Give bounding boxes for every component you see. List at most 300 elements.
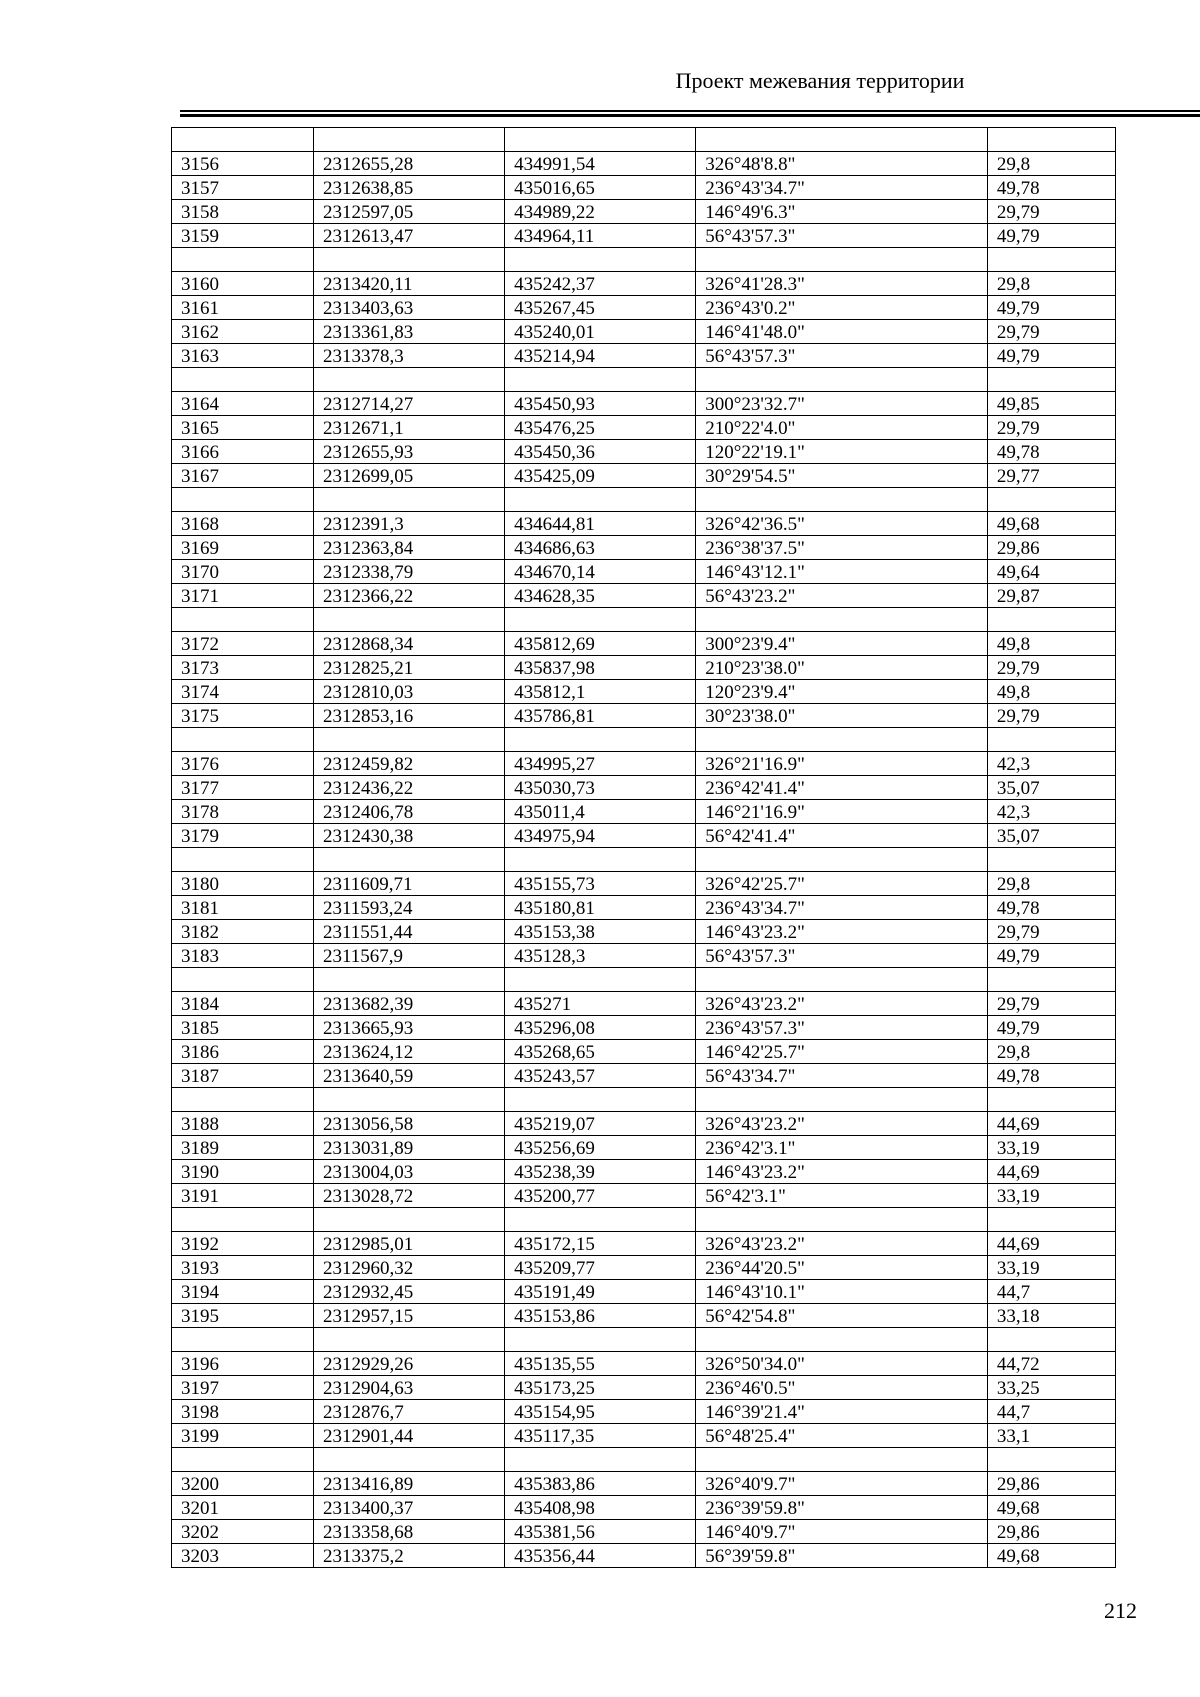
point-number-cell: 3194	[172, 1280, 314, 1304]
x-coordinate-cell: 2313056,58	[314, 1112, 505, 1136]
distance-cell: 49,64	[987, 560, 1115, 584]
empty-cell	[987, 488, 1115, 512]
y-coordinate-cell: 435030,73	[505, 776, 696, 800]
x-coordinate-cell: 2312655,28	[314, 152, 505, 176]
y-coordinate-cell: 435356,44	[505, 1544, 696, 1568]
bearing-cell: 146°43'10.1"	[696, 1280, 988, 1304]
distance-cell: 29,77	[987, 464, 1115, 488]
empty-cell	[172, 728, 314, 752]
point-number-cell: 3167	[172, 464, 314, 488]
distance-cell: 49,79	[987, 944, 1115, 968]
point-number-cell: 3157	[172, 176, 314, 200]
x-coordinate-cell: 2312391,3	[314, 512, 505, 536]
table-row	[172, 752, 1116, 776]
bearing-cell: 146°40'9.7"	[696, 1520, 988, 1544]
x-coordinate-cell: 2312714,27	[314, 392, 505, 416]
table-row	[172, 704, 1116, 728]
table-row	[172, 1400, 1116, 1424]
table-row	[172, 1136, 1116, 1160]
y-coordinate-cell: 435011,4	[505, 800, 696, 824]
point-number-cell: 3171	[172, 584, 314, 608]
x-coordinate-cell: 2313665,93	[314, 1016, 505, 1040]
table-row	[172, 1520, 1116, 1544]
empty-cell	[172, 128, 314, 152]
table-row	[172, 1280, 1116, 1304]
x-coordinate-cell: 2313031,89	[314, 1136, 505, 1160]
distance-cell: 49,68	[987, 1544, 1115, 1568]
y-coordinate-cell: 435812,1	[505, 680, 696, 704]
point-number-cell: 3186	[172, 1040, 314, 1064]
y-coordinate-cell: 435267,45	[505, 296, 696, 320]
distance-cell: 44,7	[987, 1400, 1115, 1424]
x-coordinate-cell: 2312810,03	[314, 680, 505, 704]
table-row	[172, 1472, 1116, 1496]
empty-cell	[505, 1088, 696, 1112]
point-number-cell: 3176	[172, 752, 314, 776]
distance-cell: 29,79	[987, 200, 1115, 224]
point-number-cell: 3200	[172, 1472, 314, 1496]
distance-cell: 29,79	[987, 704, 1115, 728]
point-number-cell: 3179	[172, 824, 314, 848]
empty-cell	[987, 848, 1115, 872]
x-coordinate-cell: 2312436,22	[314, 776, 505, 800]
table-row	[172, 512, 1116, 536]
empty-cell	[987, 608, 1115, 632]
y-coordinate-cell: 435154,95	[505, 1400, 696, 1424]
bearing-cell: 210°23'38.0"	[696, 656, 988, 680]
point-number-cell: 3191	[172, 1184, 314, 1208]
point-number-cell: 3173	[172, 656, 314, 680]
distance-cell: 35,07	[987, 776, 1115, 800]
y-coordinate-cell: 435381,56	[505, 1520, 696, 1544]
point-number-cell: 3198	[172, 1400, 314, 1424]
bearing-cell: 146°42'25.7"	[696, 1040, 988, 1064]
y-coordinate-cell: 435242,37	[505, 272, 696, 296]
table-row	[172, 944, 1116, 968]
x-coordinate-cell: 2312904,63	[314, 1376, 505, 1400]
y-coordinate-cell: 434670,14	[505, 560, 696, 584]
empty-cell	[314, 488, 505, 512]
x-coordinate-cell: 2312876,7	[314, 1400, 505, 1424]
bearing-cell: 120°23'9.4"	[696, 680, 988, 704]
x-coordinate-cell: 2312655,93	[314, 440, 505, 464]
empty-cell	[696, 608, 988, 632]
x-coordinate-cell: 2312363,84	[314, 536, 505, 560]
bearing-cell: 236°42'3.1"	[696, 1136, 988, 1160]
point-number-cell: 3193	[172, 1256, 314, 1280]
empty-cell	[505, 968, 696, 992]
distance-cell: 29,86	[987, 536, 1115, 560]
bearing-cell: 236°43'34.7"	[696, 896, 988, 920]
distance-cell: 29,79	[987, 416, 1115, 440]
y-coordinate-cell: 435214,94	[505, 344, 696, 368]
point-number-cell: 3160	[172, 272, 314, 296]
empty-cell	[505, 608, 696, 632]
separator-row	[172, 368, 1116, 392]
distance-cell: 49,79	[987, 1016, 1115, 1040]
point-number-cell: 3201	[172, 1496, 314, 1520]
distance-cell: 49,78	[987, 896, 1115, 920]
point-number-cell: 3202	[172, 1520, 314, 1544]
point-number-cell: 3187	[172, 1064, 314, 1088]
separator-row	[172, 968, 1116, 992]
empty-cell	[696, 128, 988, 152]
bearing-cell: 146°39'21.4"	[696, 1400, 988, 1424]
point-number-cell: 3203	[172, 1544, 314, 1568]
coordinates-table	[171, 127, 1116, 1568]
y-coordinate-cell: 434644,81	[505, 512, 696, 536]
point-number-cell: 3178	[172, 800, 314, 824]
y-coordinate-cell: 435837,98	[505, 656, 696, 680]
x-coordinate-cell: 2313358,68	[314, 1520, 505, 1544]
bearing-cell: 236°38'37.5"	[696, 536, 988, 560]
distance-cell: 33,18	[987, 1304, 1115, 1328]
bearing-cell: 236°42'41.4"	[696, 776, 988, 800]
table-row	[172, 1256, 1116, 1280]
bearing-cell: 146°21'16.9"	[696, 800, 988, 824]
table-row	[172, 1112, 1116, 1136]
bearing-cell: 56°43'57.3"	[696, 224, 988, 248]
distance-cell: 33,19	[987, 1184, 1115, 1208]
bearing-cell: 326°41'28.3"	[696, 272, 988, 296]
empty-cell	[314, 368, 505, 392]
point-number-cell: 3177	[172, 776, 314, 800]
y-coordinate-cell: 435476,25	[505, 416, 696, 440]
bearing-cell: 300°23'9.4"	[696, 632, 988, 656]
y-coordinate-cell: 435268,65	[505, 1040, 696, 1064]
distance-cell: 49,8	[987, 632, 1115, 656]
empty-cell	[505, 1448, 696, 1472]
y-coordinate-cell: 435200,77	[505, 1184, 696, 1208]
point-number-cell: 3190	[172, 1160, 314, 1184]
empty-cell	[987, 1088, 1115, 1112]
distance-cell: 44,7	[987, 1280, 1115, 1304]
y-coordinate-cell: 435155,73	[505, 872, 696, 896]
y-coordinate-cell: 435238,39	[505, 1160, 696, 1184]
x-coordinate-cell: 2313682,39	[314, 992, 505, 1016]
y-coordinate-cell: 435243,57	[505, 1064, 696, 1088]
y-coordinate-cell: 435153,38	[505, 920, 696, 944]
table-row	[172, 176, 1116, 200]
point-number-cell: 3184	[172, 992, 314, 1016]
separator-row	[172, 848, 1116, 872]
table-row	[172, 272, 1116, 296]
bearing-cell: 210°22'4.0"	[696, 416, 988, 440]
bearing-cell: 56°42'54.8"	[696, 1304, 988, 1328]
y-coordinate-cell: 435153,86	[505, 1304, 696, 1328]
distance-cell: 49,68	[987, 512, 1115, 536]
distance-cell: 33,25	[987, 1376, 1115, 1400]
table-row	[172, 416, 1116, 440]
x-coordinate-cell: 2312985,01	[314, 1232, 505, 1256]
table-row	[172, 656, 1116, 680]
distance-cell: 33,1	[987, 1424, 1115, 1448]
y-coordinate-cell: 434964,11	[505, 224, 696, 248]
x-coordinate-cell: 2312929,26	[314, 1352, 505, 1376]
empty-cell	[505, 848, 696, 872]
empty-cell	[987, 728, 1115, 752]
y-coordinate-cell: 435256,69	[505, 1136, 696, 1160]
table-row	[172, 536, 1116, 560]
x-coordinate-cell: 2312699,05	[314, 464, 505, 488]
empty-cell	[172, 968, 314, 992]
point-number-cell: 3166	[172, 440, 314, 464]
x-coordinate-cell: 2312459,82	[314, 752, 505, 776]
empty-cell	[172, 1088, 314, 1112]
x-coordinate-cell: 2313403,63	[314, 296, 505, 320]
x-coordinate-cell: 2312960,32	[314, 1256, 505, 1280]
empty-cell	[172, 368, 314, 392]
point-number-cell: 3182	[172, 920, 314, 944]
table-row	[172, 1184, 1116, 1208]
empty-cell	[987, 1208, 1115, 1232]
point-number-cell: 3162	[172, 320, 314, 344]
y-coordinate-cell: 434995,27	[505, 752, 696, 776]
bearing-cell: 300°23'32.7"	[696, 392, 988, 416]
distance-cell: 49,8	[987, 680, 1115, 704]
point-number-cell: 3180	[172, 872, 314, 896]
distance-cell: 42,3	[987, 752, 1115, 776]
point-number-cell: 3163	[172, 344, 314, 368]
bearing-cell: 56°43'34.7"	[696, 1064, 988, 1088]
empty-cell	[314, 968, 505, 992]
table-row	[172, 680, 1116, 704]
x-coordinate-cell: 2313624,12	[314, 1040, 505, 1064]
bearing-cell: 326°50'34.0"	[696, 1352, 988, 1376]
table-row	[172, 1352, 1116, 1376]
empty-cell	[696, 848, 988, 872]
table-row	[172, 1064, 1116, 1088]
bearing-cell: 236°39'59.8"	[696, 1496, 988, 1520]
table-row	[172, 824, 1116, 848]
distance-cell: 29,87	[987, 584, 1115, 608]
y-coordinate-cell: 435383,86	[505, 1472, 696, 1496]
y-coordinate-cell: 435450,36	[505, 440, 696, 464]
separator-row	[172, 1448, 1116, 1472]
distance-cell: 49,68	[987, 1496, 1115, 1520]
bearing-cell: 236°46'0.5"	[696, 1376, 988, 1400]
y-coordinate-cell: 435191,49	[505, 1280, 696, 1304]
distance-cell: 49,79	[987, 224, 1115, 248]
table-row	[172, 560, 1116, 584]
point-number-cell: 3189	[172, 1136, 314, 1160]
table-row	[172, 224, 1116, 248]
x-coordinate-cell: 2312932,45	[314, 1280, 505, 1304]
bearing-cell: 56°39'59.8"	[696, 1544, 988, 1568]
point-number-cell: 3183	[172, 944, 314, 968]
point-number-cell: 3165	[172, 416, 314, 440]
empty-cell	[172, 848, 314, 872]
bearing-cell: 236°43'34.7"	[696, 176, 988, 200]
x-coordinate-cell: 2313640,59	[314, 1064, 505, 1088]
empty-cell	[505, 1208, 696, 1232]
bearing-cell: 146°43'23.2"	[696, 1160, 988, 1184]
x-coordinate-cell: 2312671,1	[314, 416, 505, 440]
bearing-cell: 326°43'23.2"	[696, 1232, 988, 1256]
separator-row	[172, 1088, 1116, 1112]
distance-cell: 29,8	[987, 152, 1115, 176]
empty-cell	[314, 1448, 505, 1472]
table-row	[172, 872, 1116, 896]
point-number-cell: 3168	[172, 512, 314, 536]
x-coordinate-cell: 2312366,22	[314, 584, 505, 608]
distance-cell: 49,79	[987, 344, 1115, 368]
bearing-cell: 30°29'54.5"	[696, 464, 988, 488]
distance-cell: 29,79	[987, 320, 1115, 344]
y-coordinate-cell: 435219,07	[505, 1112, 696, 1136]
page-header-title: Проект межевания территории	[675, 68, 965, 93]
page-number: 212	[1104, 1598, 1137, 1623]
y-coordinate-cell: 435271	[505, 992, 696, 1016]
empty-cell	[172, 488, 314, 512]
table-row	[172, 320, 1116, 344]
x-coordinate-cell: 2311593,24	[314, 896, 505, 920]
distance-cell: 33,19	[987, 1256, 1115, 1280]
x-coordinate-cell: 2313420,11	[314, 272, 505, 296]
distance-cell: 29,86	[987, 1520, 1115, 1544]
empty-cell	[314, 248, 505, 272]
empty-cell	[987, 128, 1115, 152]
distance-cell: 49,78	[987, 176, 1115, 200]
x-coordinate-cell: 2313028,72	[314, 1184, 505, 1208]
empty-cell	[505, 728, 696, 752]
y-coordinate-cell: 435016,65	[505, 176, 696, 200]
table-row	[172, 464, 1116, 488]
bearing-cell: 326°42'25.7"	[696, 872, 988, 896]
point-number-cell: 3174	[172, 680, 314, 704]
point-number-cell: 3169	[172, 536, 314, 560]
x-coordinate-cell: 2312430,38	[314, 824, 505, 848]
y-coordinate-cell: 435240,01	[505, 320, 696, 344]
distance-cell: 44,72	[987, 1352, 1115, 1376]
empty-cell	[696, 1328, 988, 1352]
separator-row	[172, 248, 1116, 272]
point-number-cell: 3181	[172, 896, 314, 920]
table-row	[172, 1304, 1116, 1328]
table-row	[172, 632, 1116, 656]
table-row	[172, 584, 1116, 608]
distance-cell: 44,69	[987, 1232, 1115, 1256]
empty-cell	[696, 488, 988, 512]
distance-cell: 29,79	[987, 920, 1115, 944]
y-coordinate-cell: 434991,54	[505, 152, 696, 176]
bearing-cell: 326°40'9.7"	[696, 1472, 988, 1496]
table-row	[172, 1424, 1116, 1448]
empty-cell	[314, 1088, 505, 1112]
empty-cell	[505, 488, 696, 512]
distance-cell: 29,8	[987, 272, 1115, 296]
y-coordinate-cell: 435172,15	[505, 1232, 696, 1256]
bearing-cell: 236°44'20.5"	[696, 1256, 988, 1280]
distance-cell: 29,8	[987, 1040, 1115, 1064]
empty-cell	[696, 728, 988, 752]
x-coordinate-cell: 2313004,03	[314, 1160, 505, 1184]
table-row	[172, 776, 1116, 800]
bearing-cell: 56°42'3.1"	[696, 1184, 988, 1208]
empty-cell	[314, 848, 505, 872]
empty-cell	[505, 1328, 696, 1352]
table-row	[172, 1376, 1116, 1400]
empty-cell	[987, 248, 1115, 272]
x-coordinate-cell: 2311551,44	[314, 920, 505, 944]
point-number-cell: 3156	[172, 152, 314, 176]
distance-cell: 33,19	[987, 1136, 1115, 1160]
empty-cell	[696, 1208, 988, 1232]
distance-cell: 42,3	[987, 800, 1115, 824]
empty-cell	[987, 368, 1115, 392]
distance-cell: 29,8	[987, 872, 1115, 896]
table-row	[172, 920, 1116, 944]
bearing-cell: 30°23'38.0"	[696, 704, 988, 728]
empty-cell	[987, 968, 1115, 992]
y-coordinate-cell: 435425,09	[505, 464, 696, 488]
bearing-cell: 146°43'23.2"	[696, 920, 988, 944]
x-coordinate-cell: 2311567,9	[314, 944, 505, 968]
table-row	[172, 200, 1116, 224]
y-coordinate-cell: 434975,94	[505, 824, 696, 848]
table-row	[172, 1160, 1116, 1184]
point-number-cell: 3188	[172, 1112, 314, 1136]
bearing-cell: 56°48'25.4"	[696, 1424, 988, 1448]
x-coordinate-cell: 2312406,78	[314, 800, 505, 824]
bearing-cell: 326°43'23.2"	[696, 992, 988, 1016]
point-number-cell: 3185	[172, 1016, 314, 1040]
point-number-cell: 3161	[172, 296, 314, 320]
point-number-cell: 3192	[172, 1232, 314, 1256]
distance-cell: 35,07	[987, 824, 1115, 848]
empty-cell	[696, 248, 988, 272]
x-coordinate-cell: 2312901,44	[314, 1424, 505, 1448]
x-coordinate-cell: 2312338,79	[314, 560, 505, 584]
x-coordinate-cell: 2313400,37	[314, 1496, 505, 1520]
empty-cell	[172, 1208, 314, 1232]
x-coordinate-cell: 2312613,47	[314, 224, 505, 248]
separator-row	[172, 488, 1116, 512]
bearing-cell: 56°43'23.2"	[696, 584, 988, 608]
separator-row	[172, 128, 1116, 152]
table-row	[172, 800, 1116, 824]
empty-cell	[505, 248, 696, 272]
x-coordinate-cell: 2311609,71	[314, 872, 505, 896]
empty-cell	[696, 1088, 988, 1112]
header-rule-thin	[180, 110, 1200, 112]
x-coordinate-cell: 2312825,21	[314, 656, 505, 680]
empty-cell	[314, 1208, 505, 1232]
separator-row	[172, 1328, 1116, 1352]
x-coordinate-cell: 2313375,2	[314, 1544, 505, 1568]
table-row	[172, 440, 1116, 464]
bearing-cell: 146°49'6.3"	[696, 200, 988, 224]
empty-cell	[314, 1328, 505, 1352]
bearing-cell: 56°43'57.3"	[696, 944, 988, 968]
y-coordinate-cell: 434686,63	[505, 536, 696, 560]
empty-cell	[696, 1448, 988, 1472]
x-coordinate-cell: 2312957,15	[314, 1304, 505, 1328]
table-row	[172, 344, 1116, 368]
table-row	[172, 1016, 1116, 1040]
bearing-cell: 326°21'16.9"	[696, 752, 988, 776]
empty-cell	[505, 128, 696, 152]
empty-cell	[987, 1328, 1115, 1352]
distance-cell: 49,79	[987, 296, 1115, 320]
table-row	[172, 1496, 1116, 1520]
bearing-cell: 146°41'48.0"	[696, 320, 988, 344]
point-number-cell: 3199	[172, 1424, 314, 1448]
empty-cell	[505, 368, 696, 392]
empty-cell	[987, 1448, 1115, 1472]
distance-cell: 29,79	[987, 992, 1115, 1016]
distance-cell: 29,79	[987, 656, 1115, 680]
